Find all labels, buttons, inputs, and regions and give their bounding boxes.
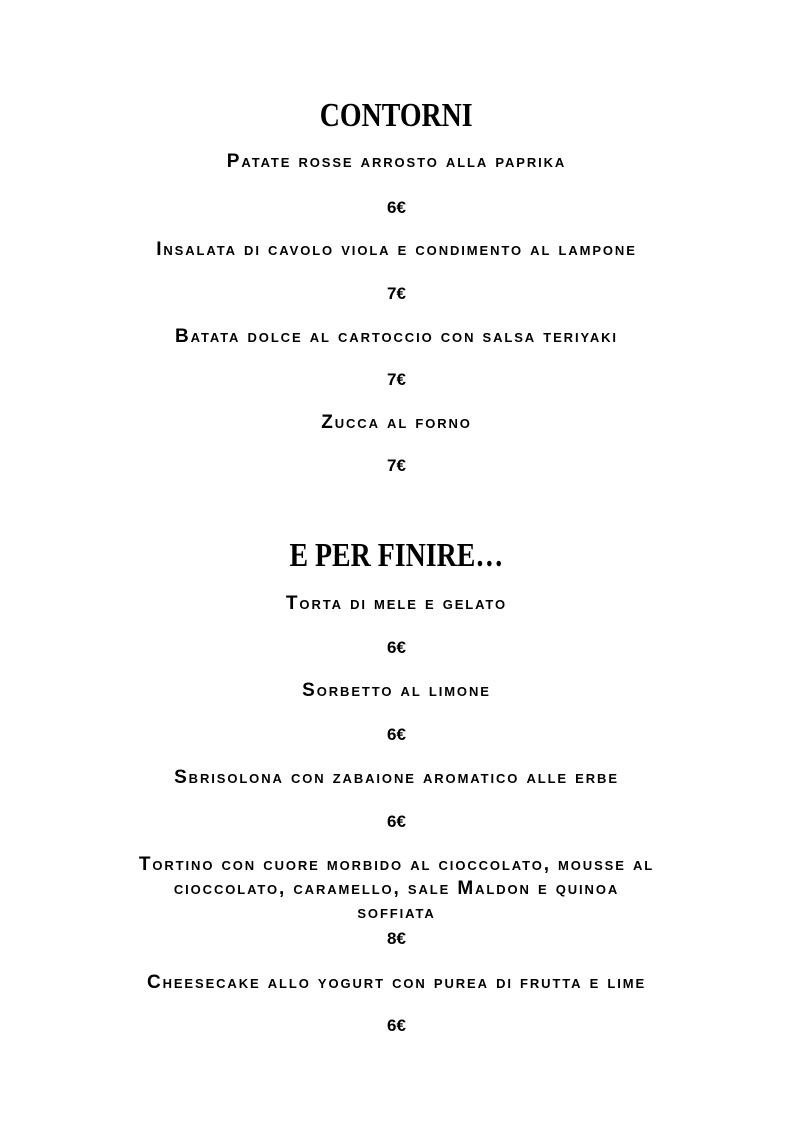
menu-item-price: 6€ xyxy=(387,812,406,831)
menu-item-price: 6€ xyxy=(387,725,406,744)
menu-item-name-line: cioccolato, caramello, sale Maldon e quinoa xyxy=(173,878,620,899)
menu-item-price: 7€ xyxy=(387,370,406,389)
menu-item-price: 6€ xyxy=(387,198,406,217)
section-title-text: CONTORNI xyxy=(320,97,473,134)
menu-item-name-line: soffiata xyxy=(357,902,436,923)
menu-item-name: Batata dolce al cartoccio con salsa teriyaki xyxy=(175,326,618,347)
menu-item-price: 7€ xyxy=(387,456,406,475)
menu-item-name: Sorbetto al limone xyxy=(302,680,491,701)
menu-item-name: Torta di mele e gelato xyxy=(285,593,508,614)
menu-item-name: Cheesecake allo yogurt con purea di frutta e lime xyxy=(146,972,647,993)
menu-item-name-line: Tortino con cuore morbido al cioccolato, mousse al xyxy=(138,854,655,875)
menu-item-name: Insalata di cavolo viola e condimento al lampone xyxy=(156,239,637,260)
menu-item-price: 6€ xyxy=(387,1016,406,1035)
menu-item-name: Patate rosse arrosto alla paprika xyxy=(226,151,567,172)
section-title-text: E PER FINIRE… xyxy=(289,537,504,574)
menu-item-price: 8€ xyxy=(387,929,406,948)
menu-item-name: Sbrisolona con zabaione aromatico alle erbe xyxy=(174,767,619,788)
section-title xyxy=(0,536,793,576)
section-title xyxy=(0,96,793,136)
menu-item-name: Zucca al forno xyxy=(321,412,472,433)
menu-item-price: 6€ xyxy=(387,638,406,657)
menu-item-price: 7€ xyxy=(387,284,406,303)
